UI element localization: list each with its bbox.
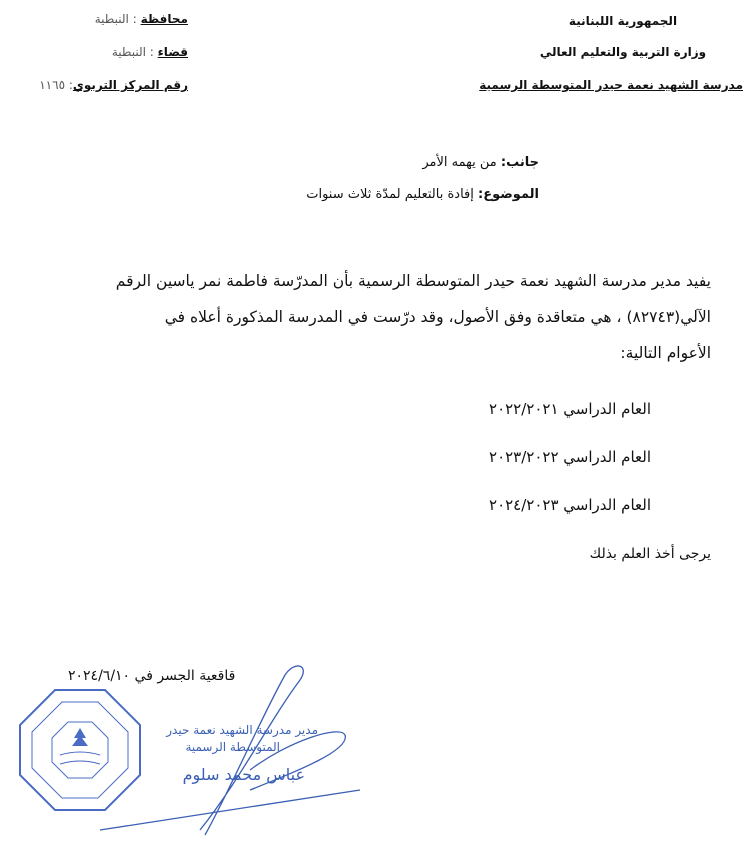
addressee-label: جانب: [500, 155, 539, 170]
year-item: العام الدراسي ٢٠٢٤/٢٠٢٣ [489, 496, 651, 514]
year-item: العام الدراسي ٢٠٢٢/٢٠٢١ [489, 400, 651, 418]
cedar-icon [72, 728, 88, 746]
district-value: : النبطية [111, 45, 154, 59]
place-date: قاقعية الجسر في ٢٠٢٤/٦/١٠ [68, 668, 236, 684]
year-item: العام الدراسي ٢٠٢٣/٢٠٢٢ [489, 448, 651, 466]
addressee [422, 155, 539, 170]
subject-value: إفادة بالتعليم لمدّة ثلاث سنوات [306, 187, 474, 202]
governorate-label: محافظة [140, 12, 188, 26]
body-line: الآلي(٨٢٧٤٣) ، هي متعاقدة وفق الأصول، وقد درّست في المدرسة المذكورة أعلاه في [164, 308, 711, 326]
governorate-value: : النبطية [94, 12, 137, 26]
addressee-value: من يهمه الأمر [422, 155, 497, 170]
ministry-title: وزارة التربية والتعليم العالي [539, 45, 707, 59]
governorate [0, 12, 188, 26]
republic-title: الجمهورية اللبنانية [568, 14, 678, 28]
district [0, 45, 188, 59]
body-line: يفيد مدير مدرسة الشهيد نعمة حيدر المتوسطة الرسمية بأن المدرّسة فاطمة نمر ياسين الرقم [115, 272, 711, 290]
center-value: : ١١٦٥ [39, 78, 73, 92]
signature-title-2: المتوسطة الرسمية [185, 740, 280, 754]
center-label: رقم المركز التربوي [72, 78, 188, 92]
official-stamp [20, 690, 140, 810]
school-title: مدرسة الشهيد نعمة حيدر المتوسطة الرسمية [479, 78, 743, 92]
subject [306, 187, 539, 202]
signature-title-1: مدير مدرسة الشهيد نعمة حيدر [166, 723, 318, 737]
signature-name: عباس محمد سلوم [182, 765, 305, 784]
stamp-and-signature [0, 640, 380, 850]
district-label: قضاء [157, 45, 188, 59]
body-line: الأعوام التالية: [620, 344, 711, 362]
closing-text: يرجى أخذ العلم بذلك [589, 546, 711, 562]
subject-label: الموضوع: [478, 187, 539, 202]
center-number [0, 78, 188, 92]
